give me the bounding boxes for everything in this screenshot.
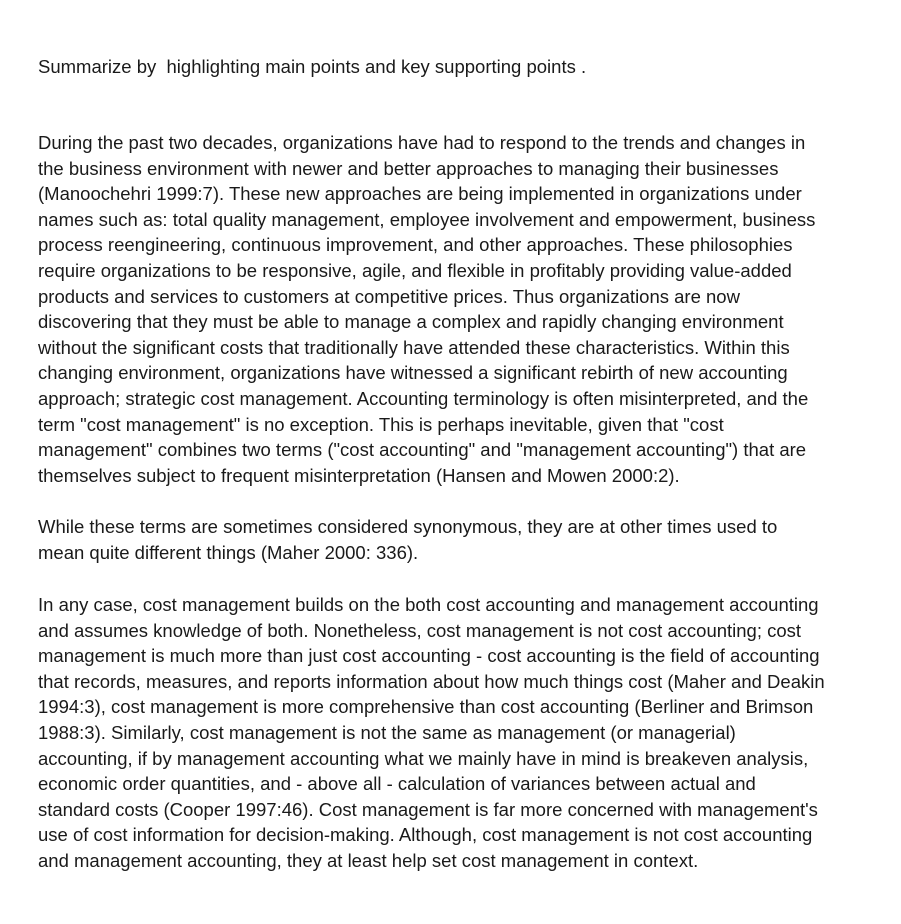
- paragraph-cost-management-context: In any case, cost management builds on the both cost accounting and management accounting and assumes knowledge of both. Nonetheless, cost management is not cost accounting; cost management is much more than just cost accounting - cost accounting is the field of accounting that records, measures, and reports information about how much things cost (Maher and Deakin 1994:3), cost management is more comprehensive than cost accounting (Berliner and Brimson 1988:3). Similarly, cost management is not the same as management (or managerial) accounting, if by management accounting what we mainly have in mind is breakeven analysis, economic order quantities, and - above all - calculation of variances between actual and standard costs (Cooper 1997:46). Cost management is far more concerned with management's use of cost information for decision-making. Although, cost management is not cost accounting and management accounting, they at least help set cost management in context.: [38, 594, 825, 871]
- paragraph-strategic-cost-management: During the past two decades, organizations have had to respond to the trends and changes in the business environment with newer and better approaches to managing their businesses (Manoochehri 1999:7). These new approaches are being implemented in organizations under names such as: total quality management, employee involvement and empowerment, business process reengineering, continuous improvement, and other approaches. These philosophies require organizations to be responsive, agile, and flexible in profitably providing value-added products and services to customers at competitive prices. Thus organizations are now discovering that they must be able to manage a complex and rapidly changing environment without the significant costs that traditionally have attended these characteristics. Within this changing environment, organizations have witnessed a significant rebirth of new accounting approach; strategic cost management. Accounting terminology is often misinterpreted, and the term "cost management" is no exception. This is perhaps inevitable, given that "cost management" combines two terms ("cost accounting" and "management accounting") that are themselves subject to frequent misinterpretation (Hansen and Mowen 2000:2).: [38, 132, 816, 486]
- paragraph-terms-synonymous: While these terms are sometimes considered synonymous, they are at other times used to mean quite different things (Maher 2000: 336).: [38, 516, 778, 563]
- instruction-prompt: Summarize by highlighting main points and key supporting points .: [38, 56, 587, 77]
